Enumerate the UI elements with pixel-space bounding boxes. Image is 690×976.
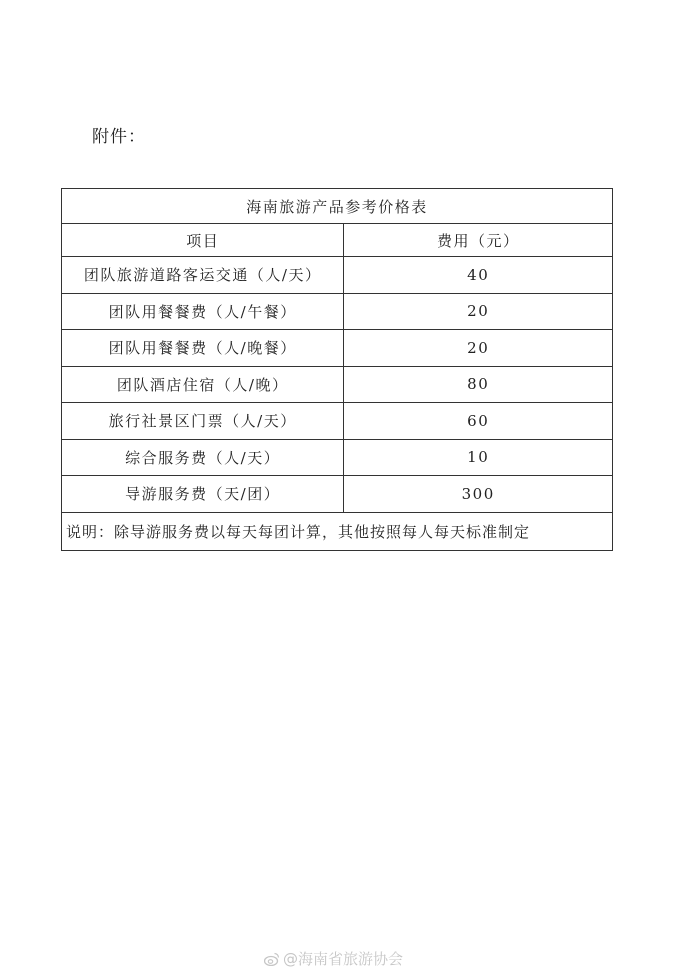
table-row	[62, 366, 613, 403]
item-cell: 团队用餐餐费（人/晚餐）	[62, 330, 344, 367]
item-cell: 旅行社景区门票（人/天）	[62, 403, 344, 440]
table-row	[62, 439, 613, 476]
attachment-label: 附件：	[92, 127, 146, 147]
price-reference-table	[61, 188, 613, 551]
item-cell: 团队旅游道路客运交通（人/天）	[62, 257, 344, 294]
weibo-icon	[264, 952, 280, 966]
column-header-item: 项目	[62, 224, 344, 257]
fee-cell: 10	[344, 439, 613, 476]
table-row	[62, 293, 613, 330]
table-row	[62, 257, 613, 294]
fee-cell: 300	[344, 476, 613, 513]
fee-cell: 60	[344, 403, 613, 440]
table-title: 海南旅游产品参考价格表	[62, 189, 613, 224]
item-cell: 团队酒店住宿（人/晚）	[62, 366, 344, 403]
watermark-text: @海南省旅游协会	[283, 950, 404, 968]
column-header-fee: 费用（元）	[344, 224, 613, 257]
item-cell: 综合服务费（人/天）	[62, 439, 344, 476]
watermark	[264, 948, 403, 969]
fee-cell: 20	[344, 293, 613, 330]
fee-cell: 80	[344, 366, 613, 403]
table-note: 说明：除导游服务费以每天每团计算，其他按照每人每天标准制定	[62, 512, 613, 550]
table-row	[62, 330, 613, 367]
table-row	[62, 476, 613, 513]
item-cell: 导游服务费（天/团）	[62, 476, 344, 513]
table-row	[62, 403, 613, 440]
item-cell: 团队用餐餐费（人/午餐）	[62, 293, 344, 330]
fee-cell: 40	[344, 257, 613, 294]
fee-cell: 20	[344, 330, 613, 367]
